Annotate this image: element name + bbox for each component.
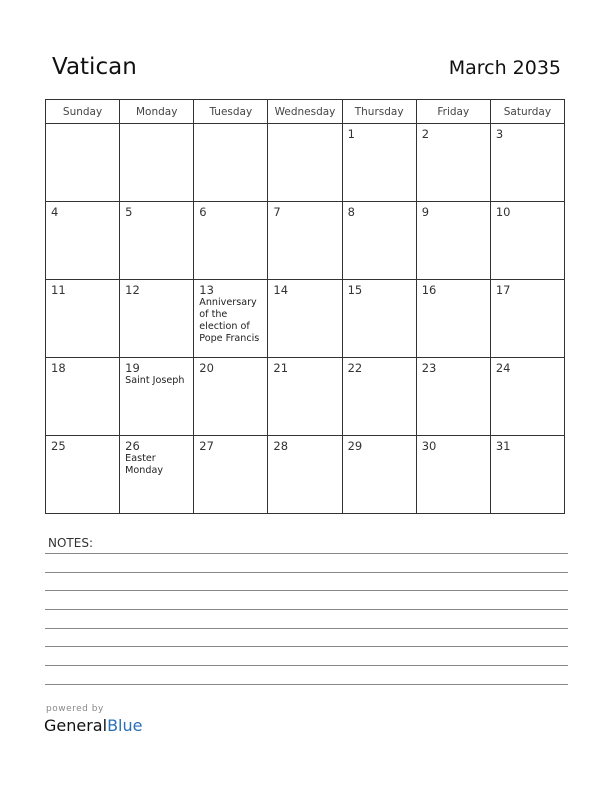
weekday-header-tuesday: Tuesday xyxy=(194,100,268,124)
notes-line xyxy=(45,572,568,573)
notes-line xyxy=(45,590,568,591)
day-number: 3 xyxy=(495,127,504,141)
logo-text-blue: Blue xyxy=(107,716,143,735)
notes-line xyxy=(45,684,568,685)
day-number: 26 xyxy=(125,439,140,453)
day-cell xyxy=(194,202,268,280)
day-number: 12 xyxy=(125,283,140,297)
day-cell xyxy=(490,358,564,436)
day-cell xyxy=(268,202,342,280)
day-cell xyxy=(490,202,564,280)
day-cell xyxy=(46,202,120,280)
day-number: 15 xyxy=(347,283,363,297)
day-cell xyxy=(268,358,342,436)
weekday-header-wednesday: Wednesday xyxy=(268,100,342,124)
day-number: 11 xyxy=(51,283,66,297)
day-cell xyxy=(490,436,564,514)
calendar-country-title: Vatican xyxy=(52,54,137,80)
day-number: 29 xyxy=(347,439,363,453)
weekday-header-row xyxy=(46,100,565,124)
day-cell xyxy=(120,280,194,358)
day-cell xyxy=(46,358,120,436)
calendar-month-title: March 2035 xyxy=(448,57,561,79)
day-number: 23 xyxy=(421,361,437,375)
day-number: 22 xyxy=(347,361,363,375)
day-number: 5 xyxy=(125,205,133,219)
weekday-header-sunday: Sunday xyxy=(46,100,120,124)
weekday-header-monday: Monday xyxy=(120,100,194,124)
day-number: 9 xyxy=(421,205,430,219)
day-number: 31 xyxy=(495,439,511,453)
day-number: 27 xyxy=(199,439,214,453)
day-number: 30 xyxy=(421,439,437,453)
notes-label: NOTES: xyxy=(48,536,93,550)
week-row xyxy=(46,436,565,514)
day-cell xyxy=(342,202,416,280)
notes-line xyxy=(45,609,568,610)
holiday-label: Saint Joseph xyxy=(125,375,185,386)
week-row xyxy=(46,124,565,202)
day-cell xyxy=(416,358,490,436)
day-cell xyxy=(194,358,268,436)
logo-text-general: General xyxy=(44,716,108,735)
generalblue-logo xyxy=(44,716,142,735)
weekday-header-friday: Friday xyxy=(416,100,490,124)
day-number: 16 xyxy=(421,283,437,297)
notes-line xyxy=(45,553,568,554)
day-number: 1 xyxy=(347,127,355,141)
day-cell xyxy=(342,358,416,436)
day-cell xyxy=(194,436,268,514)
day-cell xyxy=(120,436,194,514)
day-cell xyxy=(120,358,194,436)
day-cell xyxy=(416,280,490,358)
notes-line xyxy=(45,665,568,666)
week-row xyxy=(46,280,565,358)
day-cell xyxy=(268,436,342,514)
day-number: 10 xyxy=(495,205,511,219)
day-cell xyxy=(416,124,490,202)
day-number: 19 xyxy=(125,361,140,375)
day-number: 24 xyxy=(495,361,511,375)
day-cell xyxy=(490,124,564,202)
weekday-header-thursday: Thursday xyxy=(342,100,416,124)
weekday-header-saturday: Saturday xyxy=(490,100,564,124)
empty-day-cell xyxy=(120,124,194,202)
day-number: 6 xyxy=(199,205,207,219)
day-cell xyxy=(416,202,490,280)
day-number: 21 xyxy=(273,361,289,375)
day-cell xyxy=(342,436,416,514)
day-number: 25 xyxy=(51,439,66,453)
day-number: 8 xyxy=(347,205,355,219)
day-number: 14 xyxy=(273,283,289,297)
day-number: 17 xyxy=(495,283,511,297)
day-number: 20 xyxy=(199,361,214,375)
day-cell xyxy=(342,280,416,358)
month-calendar-grid xyxy=(45,99,565,514)
day-cell xyxy=(46,436,120,514)
day-cell xyxy=(416,436,490,514)
notes-line xyxy=(45,646,568,647)
empty-day-cell xyxy=(194,124,268,202)
week-row xyxy=(46,358,565,436)
holiday-label: Easter Monday xyxy=(125,453,164,476)
day-number: 13 xyxy=(199,283,214,297)
day-cell xyxy=(120,202,194,280)
day-number: 18 xyxy=(51,361,66,375)
day-number: 2 xyxy=(421,127,430,141)
calendar-body xyxy=(46,124,565,514)
powered-by-text: powered by xyxy=(46,704,104,714)
day-number: 28 xyxy=(273,439,289,453)
day-number: 7 xyxy=(273,205,281,219)
notes-line xyxy=(45,628,568,629)
day-cell xyxy=(46,280,120,358)
day-cell xyxy=(194,280,268,358)
day-cell xyxy=(490,280,564,358)
holiday-label: Anniversary of the election of Pope Francis xyxy=(199,297,260,344)
week-row xyxy=(46,202,565,280)
day-cell xyxy=(268,280,342,358)
day-number: 4 xyxy=(51,205,59,219)
day-cell xyxy=(342,124,416,202)
empty-day-cell xyxy=(46,124,120,202)
empty-day-cell xyxy=(268,124,342,202)
